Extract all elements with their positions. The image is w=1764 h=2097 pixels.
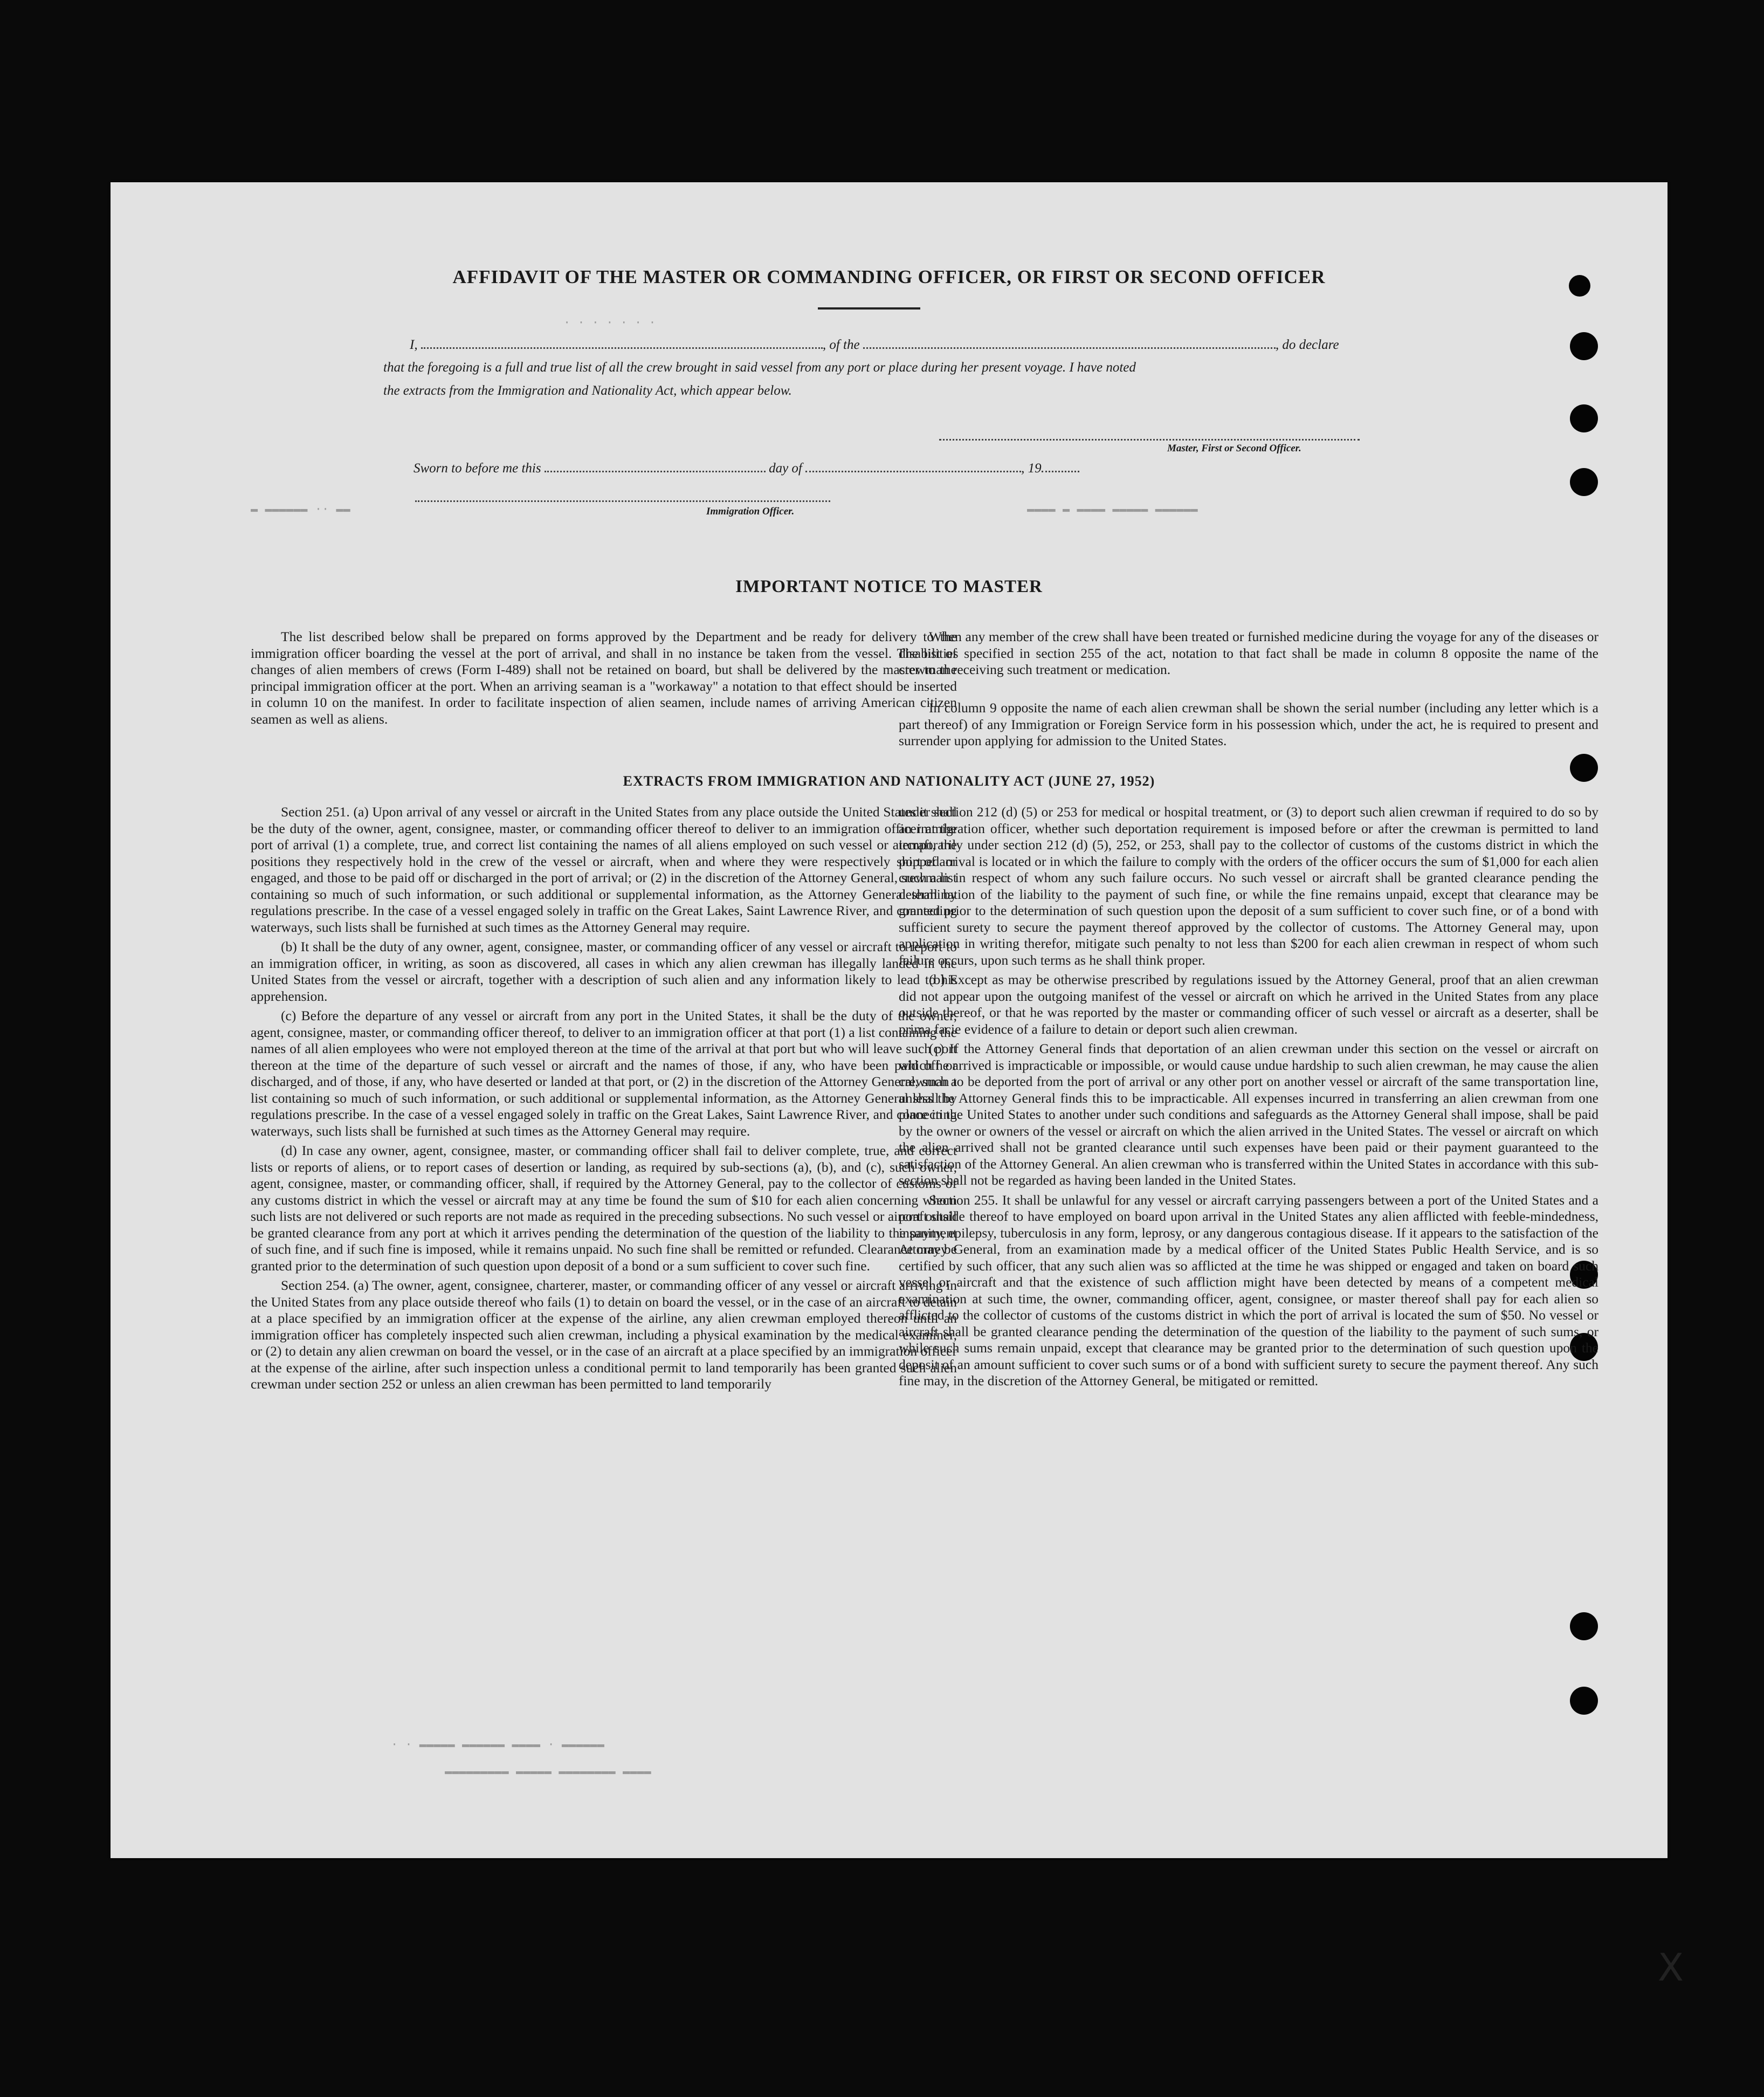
- day-of-label: day of: [769, 461, 802, 476]
- declaration-line: [410, 336, 1339, 353]
- do-declare-label: , do declare: [1275, 338, 1339, 352]
- notice-right-paragraph-2: In column 9 opposite the name of each alien crewman shall be shown the serial number (including any letter which is a part thereof) of any Immigration or Foreign Service form in his possession which, under the act, he is required to present and surrender upon applying for admission to the United States.: [899, 700, 1598, 748]
- extracts-right-column: [899, 804, 1598, 1393]
- declaration-text: that the foregoing is a full and true list of all the crew brought in said vessel from any port or place during her present voyage. I have noted: [383, 360, 1136, 375]
- immigration-officer-label: Immigration Officer.: [706, 506, 795, 517]
- section-254-c: (c) If the Attorney General finds that deportation of an alien crewman under this section on the vessel or aircraft on which he arrived is impracticable or impossible, or would cause undue hardship to such alien crewman, he may cause the alien crewman to be deported from the port of arrival or any other port on another vessel or aircraft of the same transportation line, unless the Attorney General finds this to be impracticable. All expenses incurred in transferring an alien crewman from one place in the United States to another under such conditions and safeguards as the Attorney General shall impose, shall be paid by the owner or owners of the vessel or aircraft on which the alien arrived in the United States. The vessel or aircraft on which the alien arrived shall not be granted clearance until such expenses have been paid or their payment guaranteed to the satisfaction of the Attorney General. An alien crewman who is transferred within the United States in accordance with this sub-section shall not be regarded as having been landed in the United States.: [899, 1041, 1598, 1188]
- declaration-text-2: the extracts from the Immigration and Nationality Act, which appear below.: [383, 383, 792, 398]
- bleed-through-text: · · ▬▬▬▬▬ ▬▬▬▬▬▬ ▬▬▬▬ · ▬▬▬▬▬▬: [391, 1738, 605, 1751]
- of-the-label: , of the: [822, 338, 860, 352]
- punch-hole: [1570, 1687, 1598, 1715]
- bleed-through-text: ▬ ▬▬▬▬▬▬ ·· ▬▬: [251, 503, 350, 516]
- section-255: Section 255. It shall be unlawful for any vessel or aircraft carrying passengers between a port of the United States and a port outside thereof to have employed on board upon arrival in the United States any alien afflicted with feeble-mindedness, insanity, epilepsy, tuberculosis in any form, leprosy, or any dangerous contagious disease. If it appears to the satisfaction of the Attorney General, from an examination made by a medical officer of the United States Public Health Service, and is so certified by such officer, that any such alien was so afflicted at the time he was shipped or engaged and taken on board such vessel or aircraft and that the existence of such affliction might have been detected by means of a competent medical examination at such time, the owner, commanding officer, agent, consignee, or master thereof shall pay for each alien so afflicted to the collector of customs of the customs district in which the port of arrival is located the sum of $50. No vessel or aircraft shall be granted clearance pending the determination of the question of the liability to the payment of such sums, or while such sums remain unpaid, except that clearance may be granted prior to the determination of such question upon the deposit of an amount sufficient to cover such sums or of a bond with sufficient surety to secure the payment thereof. Any such fine may, in the discretion of the Attorney General, be mitigated or remitted.: [899, 1192, 1598, 1388]
- notice-left-paragraph: The list described below shall be prepared on forms approved by the Department and be ready for delivery to the immigration officer boarding the vessel at the port of arrival, and shall in no instance be taken from the vessel. The list of changes of alien members of crews (Form I-489) shall not be retained on board, but shall be delivered by the master to the principal immigration officer at the port. When an arriving seaman is a "workaway" a notation to that effect should be inserted in column 10 on the manifest. In order to facilitate inspection of alien seamen, include names of arriving American citizen seamen as well as aliens.: [251, 629, 957, 727]
- i-label: I,: [410, 338, 418, 352]
- sworn-day-blank[interactable]: [545, 460, 766, 472]
- sworn-label: Sworn to before me this: [414, 461, 541, 476]
- master-signature-label: Master, First or Second Officer.: [1167, 443, 1301, 454]
- vessel-blank[interactable]: [863, 336, 1276, 349]
- extracts-title: EXTRACTS FROM IMMIGRATION AND NATIONALITY ACT (JUNE 27, 1952): [623, 773, 1155, 789]
- notice-title: IMPORTANT NOTICE TO MASTER: [735, 577, 1043, 596]
- master-signature-line[interactable]: [939, 428, 1360, 441]
- section-254-a: Section 254. (a) The owner, agent, consignee, charterer, master, or commanding officer of any vessel or aircraft arriving in the United States from any place outside thereof who fails (1) to detain on board the vessel, or in the case of an aircraft to detain at a place specified by an immigration officer at the expense of the airline, any alien crewman employed thereon until an immigration officer has completely inspected such alien crewman, including a physical examination by the medical examiner, or (2) to detain any alien crewman on board the vessel, or in the case of an aircraft at a place specified by an immigration officer at the expense of the airline, after such inspection unless a conditional permit to land temporarily has been granted such alien crewman under section 252 or unless an alien crewman has been permitted to land temporarily: [251, 1277, 957, 1392]
- notice-right-paragraph-1: When any member of the crew shall have been treated or furnished medicine during the voyage for any of the diseases or disabilities specified in section 255 of the act, notation to that fact shall be made in column 8 opposite the name of the crewman receiving such treatment or medication.: [899, 629, 1598, 677]
- bleed-through-text: ▬▬▬▬▬▬▬▬▬ ▬▬▬▬▬ ▬▬▬▬▬▬▬▬ ▬▬▬▬: [445, 1765, 651, 1778]
- title-rule: [818, 307, 920, 310]
- punch-hole: [1570, 1612, 1598, 1640]
- section-251-d: (d) In case any owner, agent, consignee, master, or commanding officer shall fail to deliver complete, true, and correct lists or reports of aliens, or to report cases of desertion or landing, as required by sub-sections (a), (b), and (c), such owner, agent, consignee, master, or commanding officer, shall, if required by the Attorney General, pay to the collector of customs of any customs district in which the vessel or aircraft may at any time be found the sum of $10 for each alien concerning whom such lists are not delivered or such reports are not made as required in the preceding subsections. No such vessel or aircraft shall be granted clearance from any port at which it arrives pending the determination of the question of the liability to the payment of such fine, and if such fine is imposed, while it remains unpaid. No such fine shall be remitted or refunded. Clearance may be granted prior to the determination of such question upon deposit of a bond or a sum sufficient to cover such fine.: [251, 1143, 957, 1274]
- sworn-line: [414, 460, 1079, 476]
- affidavit-title: AFFIDAVIT OF THE MASTER OR COMMANDING OFFICER, OR FIRST OR SECOND OFFICER: [452, 266, 1326, 287]
- punch-hole: [1570, 332, 1598, 360]
- immigration-officer-line[interactable]: [415, 490, 830, 502]
- bleed-through-text: · · · · · · ·: [563, 316, 656, 329]
- punch-hole: [1570, 468, 1598, 496]
- handwritten-x-mark: X: [1658, 1945, 1684, 1990]
- section-254-a-continued: under section 212 (d) (5) or 253 for medical or hospital treatment, or (3) to deport such alien crewman if required to do so by an immigration officer, whether such deportation requirement is imposed before or after the crewman is permitted to land temporarily under section 212 (d) (5), 252, or 253, shall pay to the collector of customs of the customs district in which the port of arrival is located or in which the failure to comply with the orders of the officer occurs the sum of $1,000 for each alien crewman in respect of whom any such failure occurs. No such vessel or aircraft shall be granted clearance pending the determination of the liability to the payment of such fine, or while the fine remains unpaid, except that clearance may be granted prior to the determination of such question upon the deposit of a sum sufficient to cover such fine, or of a bond with sufficient surety to secure the payment thereof approved by the collector of customs. The Attorney General may, upon application in writing therefor, mitigate such penalty to not less than $200 for each alien crewman in respect of whom such failure occurs, upon such terms as he shall think proper.: [899, 804, 1598, 968]
- sworn-year-blank[interactable]: [1042, 460, 1079, 472]
- section-251-b: (b) It shall be the duty of any owner, agent, consignee, master, or commanding officer of any vessel or aircraft to report to an immigration officer, in writing, as soon as discovered, all cases in which any alien crewman has illegally landed in the United States from the vessel or aircraft, together with a description of such alien and any information likely to lead to his apprehension.: [251, 939, 957, 1004]
- section-254-b: (b) Except as may be otherwise prescribed by regulations issued by the Attorney General, proof that an alien crewman did not appear upon the outgoing manifest of the vessel or aircraft on which he arrived in the United States from any place outside thereof, or that he was reported by the master or commanding officer of such vessel or aircraft as a deserter, shall be prima facie evidence of a failure to detain or deport such alien crewman.: [899, 972, 1598, 1037]
- bleed-through-text: ▬▬▬▬ ▬ ▬▬▬▬ ▬▬▬▬▬ ▬▬▬▬▬▬: [1027, 503, 1198, 516]
- year-label: , 19: [1021, 461, 1042, 476]
- name-blank[interactable]: [421, 336, 823, 349]
- extracts-left-column: [251, 804, 957, 1396]
- document-page: [111, 182, 1684, 1990]
- punch-hole: [1570, 404, 1598, 432]
- section-251-c: (c) Before the departure of any vessel or aircraft from any port in the United States, it shall be the duty of the owner, agent, consignee, master, or commanding officer thereof, to deliver to an immigration officer at that port (1) a list containing the names of all alien employees who were not employed thereon at the time of the arrival at that port but who will leave such port thereon at the time of the departure of such vessel or aircraft and the names of those, if any, who have been paid off or discharged, and of those, if any, who have deserted or landed at that port, or (2) in the discretion of the Attorney General, such a list containing so much of such information, or such additional or supplemental information, as the Attorney General shall by regulations prescribe. In the case of a vessel engaged solely in traffic on the Great Lakes, Saint Lawrence River, and connecting waterways, such lists shall be furnished at such times as the Attorney General may require.: [251, 1008, 957, 1139]
- sworn-month-blank[interactable]: [805, 460, 1021, 472]
- section-251-a: Section 251. (a) Upon arrival of any vessel or aircraft in the United States from any place outside the United States it shall be the duty of the owner, agent, consignee, master, or commanding officer thereof to deliver to an immigration officer at the port of arrival (1) a complete, true, and correct list containing the names of all aliens employed on such vessel or aircraft, the positions they respectively hold in the crew of the vessel or aircraft, when and where they were respectively shipped or engaged, and those to be paid off or discharged in the port of arrival; or (2) in the discretion of the Attorney General, such a list containing so much of such information, or such additional or supplemental information, as the Attorney General shall by regulations prescribe. In the case of a vessel engaged solely in traffic on the Great Lakes, Saint Lawrence River, and connecting waterways, such lists shall be furnished at such times as the Attorney General may require.: [251, 804, 957, 935]
